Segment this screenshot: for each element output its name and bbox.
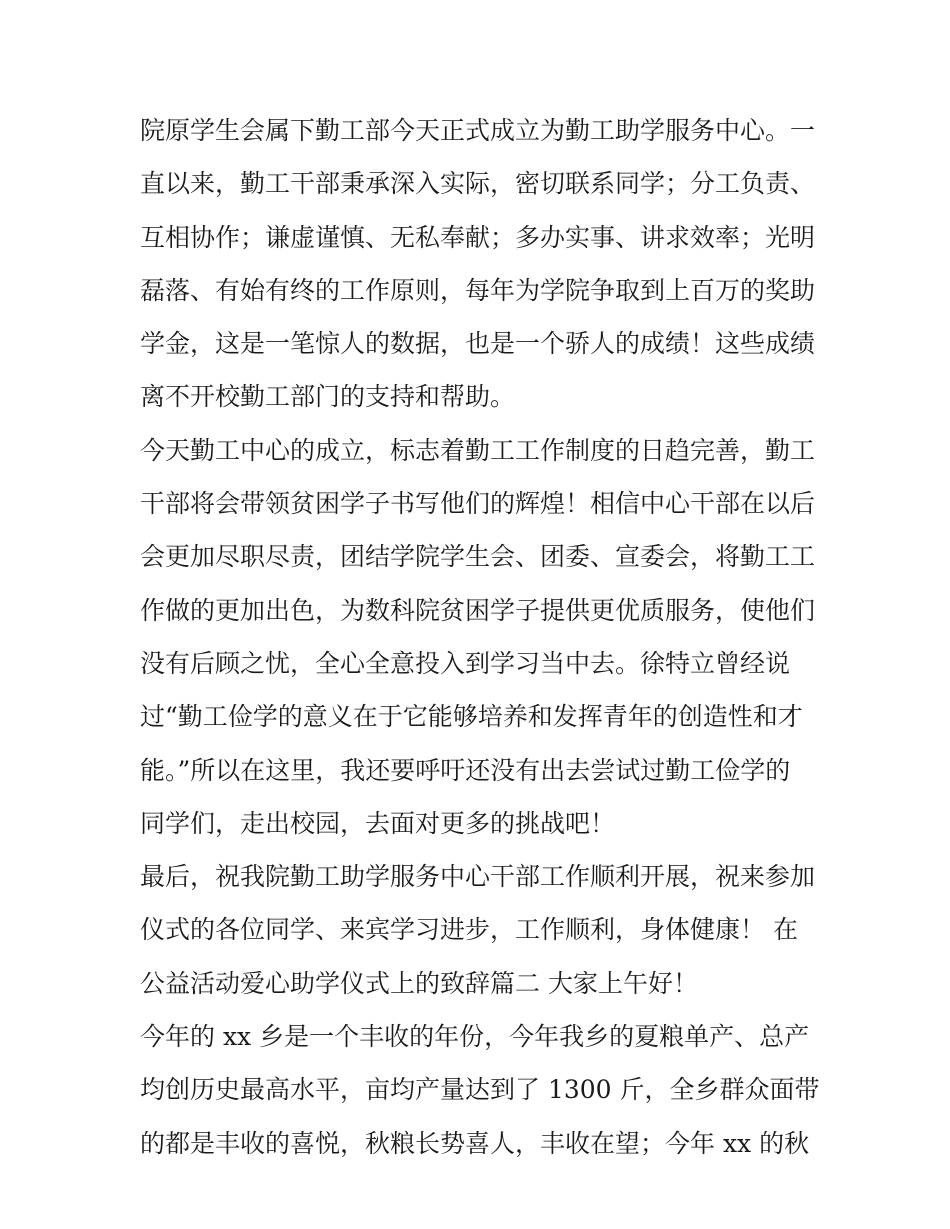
- text-line: 同学们，走出校园，去面对更多的挑战吧！: [140, 808, 616, 838]
- text-line: 互相协作；谦虚谨慎、无私奉献；多办实事、讲求效率；光明: [140, 222, 816, 252]
- text-line: 今年的 xx 乡是一个丰收的年份，今年我乡的夏粮单产、总产: [140, 1022, 810, 1052]
- text-line: 公益活动爱心助学仪式上的致辞篇二 大家上午好！: [140, 968, 698, 998]
- text-line: 过“勤工俭学的意义在于它能够培养和发挥青年的创造性和才: [140, 702, 803, 732]
- text-line: 磊落、有始有终的工作原则，每年为学院争取到上百万的奖助: [140, 275, 816, 305]
- text-line: 干部将会带领贫困学子书写他们的辉煌！相信中心干部在以后: [140, 489, 816, 519]
- text-line: 仪式的各位同学、来宾学习进步，工作顺利，身体健康！ 在: [140, 915, 798, 945]
- text-line: 直以来，勤工干部秉承深入实际，密切联系同学；分工负责、: [140, 169, 816, 199]
- text-line: 学金，这是一笔惊人的数据，也是一个骄人的成绩！这些成绩: [140, 329, 816, 359]
- text-line: 没有后顾之忧，全心全意投入到学习当中去。徐特立曾经说: [140, 648, 791, 678]
- text-line: 院原学生会属下勤工部今天正式成立为勤工助学服务中心。一: [140, 116, 816, 145]
- text-line: 会更加尽职尽责，团结学院学生会、团委、宣委会，将勤工工: [140, 542, 816, 572]
- document-body: [140, 104, 820, 1170]
- text-line: 均创历史最高水平，亩均产量达到了 1300 斤，全乡群众面带: [140, 1075, 820, 1105]
- text-line: 离不开校勤工部门的支持和帮助。: [140, 382, 516, 412]
- text-line: 最后，祝我院勤工助学服务中心干部工作顺利开展，祝来参加: [140, 862, 816, 892]
- text-line: 的都是丰收的喜悦，秋粮长势喜人，丰收在望；今年 xx 的秋: [140, 1128, 810, 1158]
- text-line: 能。”所以在这里，我还要呼吁还没有出去尝试过勤工俭学的: [140, 755, 791, 785]
- text-line: 今天勤工中心的成立，标志着勤工工作制度的日趋完善，勤工: [140, 435, 816, 465]
- text-line: 作做的更加出色，为数科院贫困学子提供更优质服务，使他们: [140, 595, 816, 625]
